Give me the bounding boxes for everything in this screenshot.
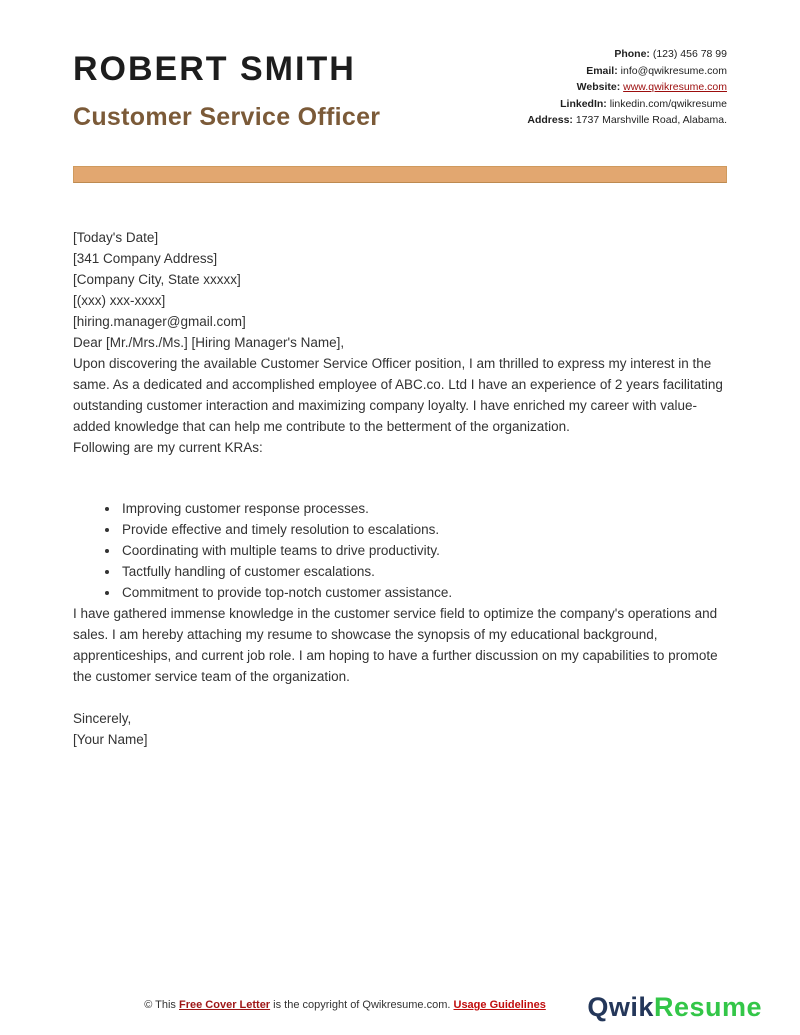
letter-body xyxy=(73,227,727,750)
salutation: Dear [Mr./Mrs./Ms.] [Hiring Manager's Name], xyxy=(73,334,345,350)
company-address-block xyxy=(73,248,727,332)
contact-linkedin: LinkedIn: linkedin.com/qwikresume xyxy=(560,97,727,110)
qwikresume-logo: QwikResume xyxy=(587,992,762,1022)
kra-bullet-item: • Improving customer response processes. xyxy=(120,498,727,519)
free-cover-letter-link[interactable]: Free Cover Letter xyxy=(179,999,271,1011)
paragraph-introduction: Upon discovering the available Customer Service Officer position, I am thrilled to express my interest in the same. As a dedicated and accomplished employee of ABC.co. Ltd I have an experience of 2 years facilitating outstanding customer interaction and maximizing company loyalty. I have enriched my career with value-added knowledge that can help me contribute to the betterment of the organization. xyxy=(73,355,723,434)
kra-intro: Following are my current KRAs: xyxy=(73,439,263,455)
kra-bullet-list xyxy=(73,498,727,603)
website-link[interactable]: www.qwikresume.com xyxy=(623,81,727,93)
contact-block xyxy=(527,46,727,129)
company-address-line: [Company City, State xxxxx] xyxy=(73,271,241,287)
letter-header xyxy=(73,46,727,132)
footer-copyright: © This Free Cover Letter is the copyright of Qwikresume.com. Usage Guidelines xyxy=(144,999,546,1011)
company-address-line: [341 Company Address] xyxy=(73,250,218,266)
accent-divider-bar xyxy=(73,166,727,183)
contact-website: Website: www.qwikresume.com xyxy=(576,81,727,93)
usage-guidelines-link[interactable]: Usage Guidelines xyxy=(453,999,546,1011)
company-address-line: [(xxx) xxx-xxxx] xyxy=(73,292,166,308)
contact-phone: Phone: (123) 456 78 99 xyxy=(614,48,727,60)
contact-email: Email: info@qwikresume.com xyxy=(586,64,727,77)
kra-bullet-item: • Provide effective and timely resolution to escalations. xyxy=(120,519,727,540)
date-placeholder: [Today's Date] xyxy=(73,229,159,245)
closing-block xyxy=(73,708,727,750)
closing-word: Sincerely, xyxy=(73,710,132,726)
candidate-name: ROBERT SMITH xyxy=(73,50,356,88)
signature-placeholder: [Your Name] xyxy=(73,731,148,747)
paragraph-conclusion: I have gathered immense knowledge in the customer service field to optimize the company's operations and sales. I am hereby attaching my resume to showcase the synopsis of my educational background, apprenticeships, and current job role. I am hoping to have a further discussion on my capabilities to promote the customer service team of the organization. xyxy=(73,605,718,684)
header-left xyxy=(73,46,380,132)
kra-bullet-item: • Coordinating with multiple teams to drive productivity. xyxy=(120,540,727,561)
kra-bullet-item: • Tactfully handling of customer escalations. xyxy=(120,561,727,582)
candidate-job-title: Customer Service Officer xyxy=(73,102,381,131)
kra-bullet-item: • Commitment to provide top-notch customer assistance. xyxy=(120,582,727,603)
contact-address: Address: 1737 Marshville Road, Alabama. xyxy=(527,114,727,126)
company-address-line: [hiring.manager@gmail.com] xyxy=(73,313,246,329)
